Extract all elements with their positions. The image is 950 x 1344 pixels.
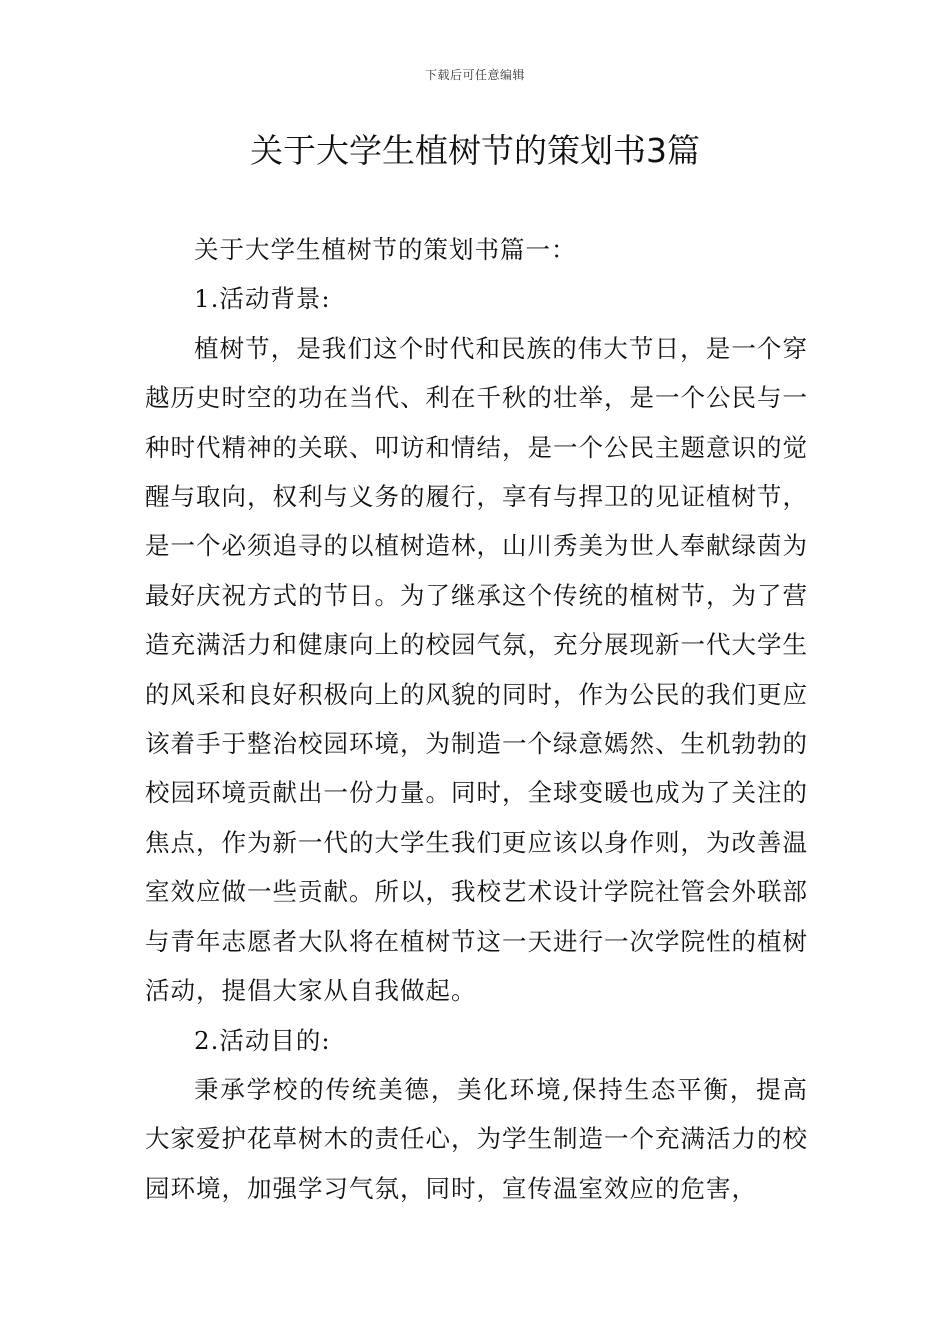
paragraph: 植树节，是我们这个时代和民族的伟大节日，是一个穿越历史时空的功在当代、利在千秋的壮举，是一个公民与一种时代精神的关联、叩访和情结，是一个公民主题意识的觉醒与取向，权利与义务的履行，享有与捍卫的见证植树节，是一个必须追寻的以植树造林，山川秀美为世人奉献绿茵为最好庆祝方式的节日。为了继承这个传统的植树节，为了营造充满活力和健康向上的校园气氛，充分展现新一代大学生的风采和良好积极向上的风貌的同时，作为公民的我们更应该着手于整治校园环境，为制造一个绿意嫣然、生机勃勃的校园环境贡献出一份力量。同时，全球变暖也成为了关注的焦点，作为新一代的大学生我们更应该以身作则，为改善温室效应做一些贡献。所以，我校艺术设计学院社管会外联部与青年志愿者大队将在植树节这一天进行一次学院性的植树活动，提倡大家从自我做起。: [145, 333, 808, 1006]
document-title: 关于大学生植树节的策划书3篇: [250, 131, 700, 170]
subsection-heading: 1.活动背景:: [194, 284, 331, 314]
document-body: [145, 225, 808, 1213]
paragraph: 秉承学校的传统美德，美化环境,保持生态平衡，提高大家爱护花草树木的责任心，为学生制造一个充满活力的校园环境，加强学习气氛，同时，宣传温室效应的危害，: [145, 1074, 808, 1203]
section-heading: 关于大学生植树节的策划书篇一：: [194, 235, 577, 264]
subsection-heading: 2.活动目的:: [194, 1025, 331, 1055]
header-note: 下载后可任意编辑: [424, 68, 525, 82]
